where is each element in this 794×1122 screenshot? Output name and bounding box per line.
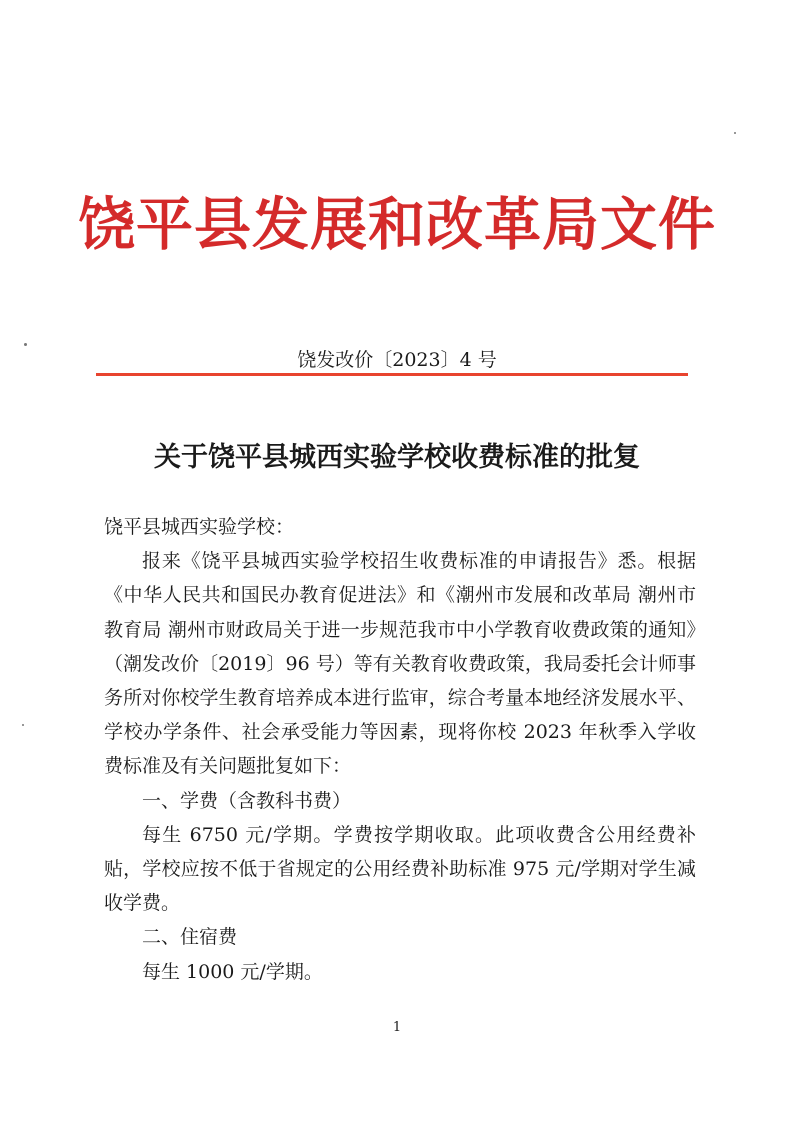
body-paragraph: 每生 6750 元/学期。学费按学期收取。此项收费含公用经费补贴，学校应按不低于省规定的公用经费补助标准 975 元/学期对学生减收学费。 [104,823,696,915]
section-heading-tuition: 一、学费（含教科书费） [142,789,352,812]
scan-speck [734,132,736,134]
body-paragraph: 每生 1000 元/学期。 [142,960,323,983]
red-divider-line [96,373,688,376]
scan-speck [24,343,27,346]
issuer-masthead: 饶平县发展和改革局文件 [78,191,716,258]
scan-speck [22,724,24,726]
body-paragraph: 报来《饶平县城西实验学校招生收费标准的申请报告》悉。根据《中华人民共和国民办教育促进法》和《潮州市发展和改革局 潮州市教育局 潮州市财政局关于进一步规范我市中小学教育收费政策的通知》（潮发改价〔2019〕96 号）等有关教育收费政策，我局委托会计师事务所对你校学生教育培养成本进行监审，综合考量本地经济发展水平、学校办学条件、社会承受能力等因素，现将你校 2023 年秋季入学收费标准及有关问题批复如下： [104,550,696,778]
section-heading-accommodation: 二、住宿费 [142,926,238,949]
addressee: 饶平县城西实验学校： [104,516,295,538]
document-title: 关于饶平县城西实验学校收费标准的批复 [154,442,640,473]
document-number: 饶发改价〔2023〕4 号 [297,349,497,371]
page-number: 1 [392,1020,402,1035]
document-body [104,510,696,989]
